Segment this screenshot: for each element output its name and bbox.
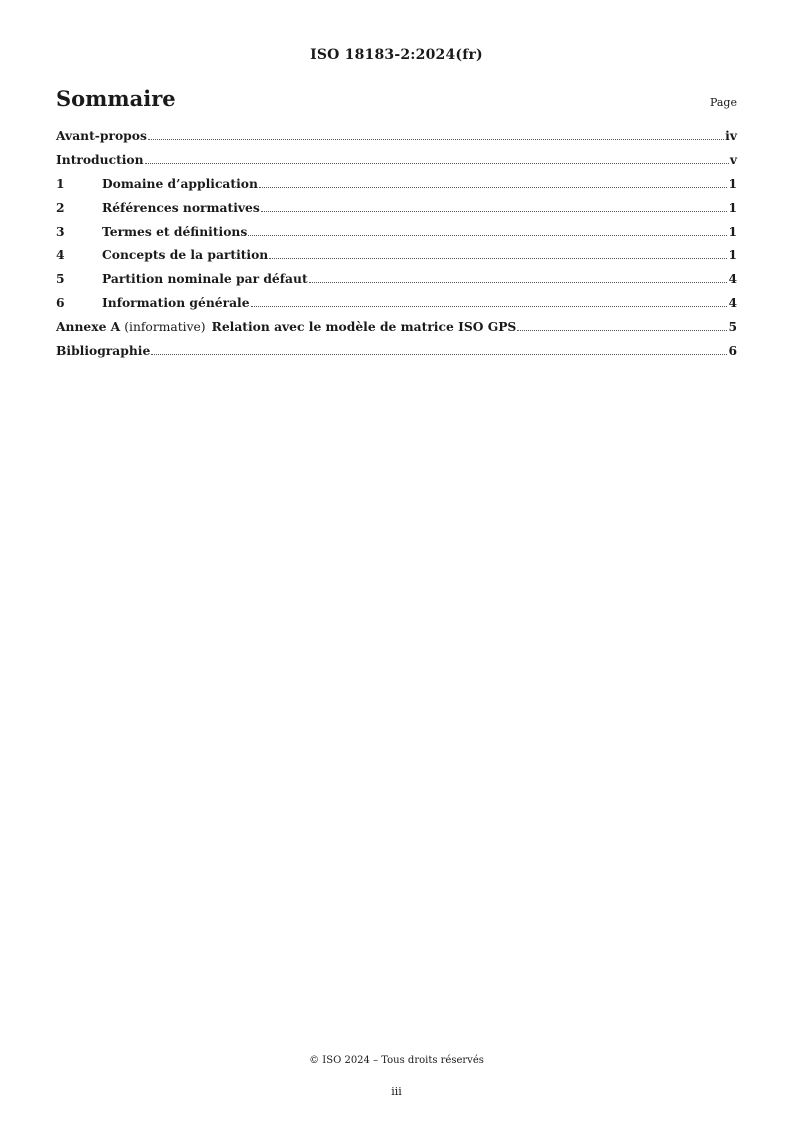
dot-leader (259, 187, 728, 188)
dot-leader (309, 282, 728, 283)
copyright-footer: © ISO 2024 – Tous droits réservés (309, 1055, 484, 1066)
toc-entry-label: Bibliographie (56, 343, 151, 359)
toc-entry-page: 1 (728, 223, 737, 239)
toc-entry-clause-4[interactable] (56, 247, 737, 271)
toc-entry-clause-2[interactable] (56, 200, 737, 224)
dot-leader (248, 235, 727, 236)
toc-entry-clause-6[interactable] (56, 295, 737, 319)
toc-title: Sommaire (56, 86, 176, 111)
dot-leader (251, 306, 728, 307)
toc-title-row (56, 86, 737, 111)
toc-entry-page: iv (725, 128, 737, 143)
dot-leader (151, 354, 727, 355)
toc-entry-label: Références normatives (102, 199, 260, 215)
toc-entry-label: Information générale (102, 295, 250, 311)
toc-entry-number: 3 (56, 223, 65, 239)
toc-entry-number: 5 (56, 271, 65, 287)
toc-entry-page: 1 (728, 247, 737, 263)
toc-entry-page: 4 (728, 271, 737, 287)
toc-entry-label: Concepts de la partition (102, 247, 269, 263)
dot-leader (269, 258, 727, 259)
toc-entry-number: 1 (56, 175, 65, 191)
annex-prefix: Annexe A (56, 319, 121, 335)
dot-leader (148, 139, 724, 140)
toc-entry-page: 1 (728, 175, 737, 191)
toc-entry-label: Relation avec le modèle de matrice ISO GPS (211, 319, 517, 335)
page-number: iii (391, 1085, 402, 1098)
toc-entry-number: 6 (56, 295, 65, 311)
toc-entry-label: Partition nominale par défaut (102, 271, 308, 287)
toc-entry-avant-propos[interactable] (56, 128, 737, 152)
dot-leader (517, 330, 727, 331)
annex-type: (informative) (124, 320, 206, 335)
toc-entry-clause-3[interactable] (56, 224, 737, 248)
document-header: ISO 18183-2:2024(fr) (310, 47, 483, 63)
toc-entry-bibliography[interactable] (56, 343, 737, 367)
toc-entry-label: Termes et définitions (102, 223, 248, 239)
toc-entry-page: 4 (728, 295, 737, 311)
dot-leader (261, 211, 728, 212)
toc-entry-number: 4 (56, 247, 65, 263)
toc-entry-label: Domaine d’application (102, 175, 258, 191)
table-of-contents (56, 128, 737, 367)
toc-entry-page: 1 (728, 199, 737, 215)
toc-entry-label: Introduction (56, 151, 144, 167)
toc-entry-page: 5 (728, 319, 737, 335)
toc-entry-number: 2 (56, 199, 65, 215)
toc-entry-page: 6 (728, 343, 737, 359)
toc-entry-clause-1[interactable] (56, 176, 737, 200)
toc-entry-clause-5[interactable] (56, 271, 737, 295)
toc-entry-introduction[interactable] (56, 152, 737, 176)
page-column-label: Page (709, 96, 737, 109)
toc-entry-label: Avant-propos (56, 128, 147, 143)
toc-entry-page: v (729, 151, 737, 167)
dot-leader (145, 163, 729, 164)
toc-entry-annex-a[interactable] (56, 319, 737, 343)
